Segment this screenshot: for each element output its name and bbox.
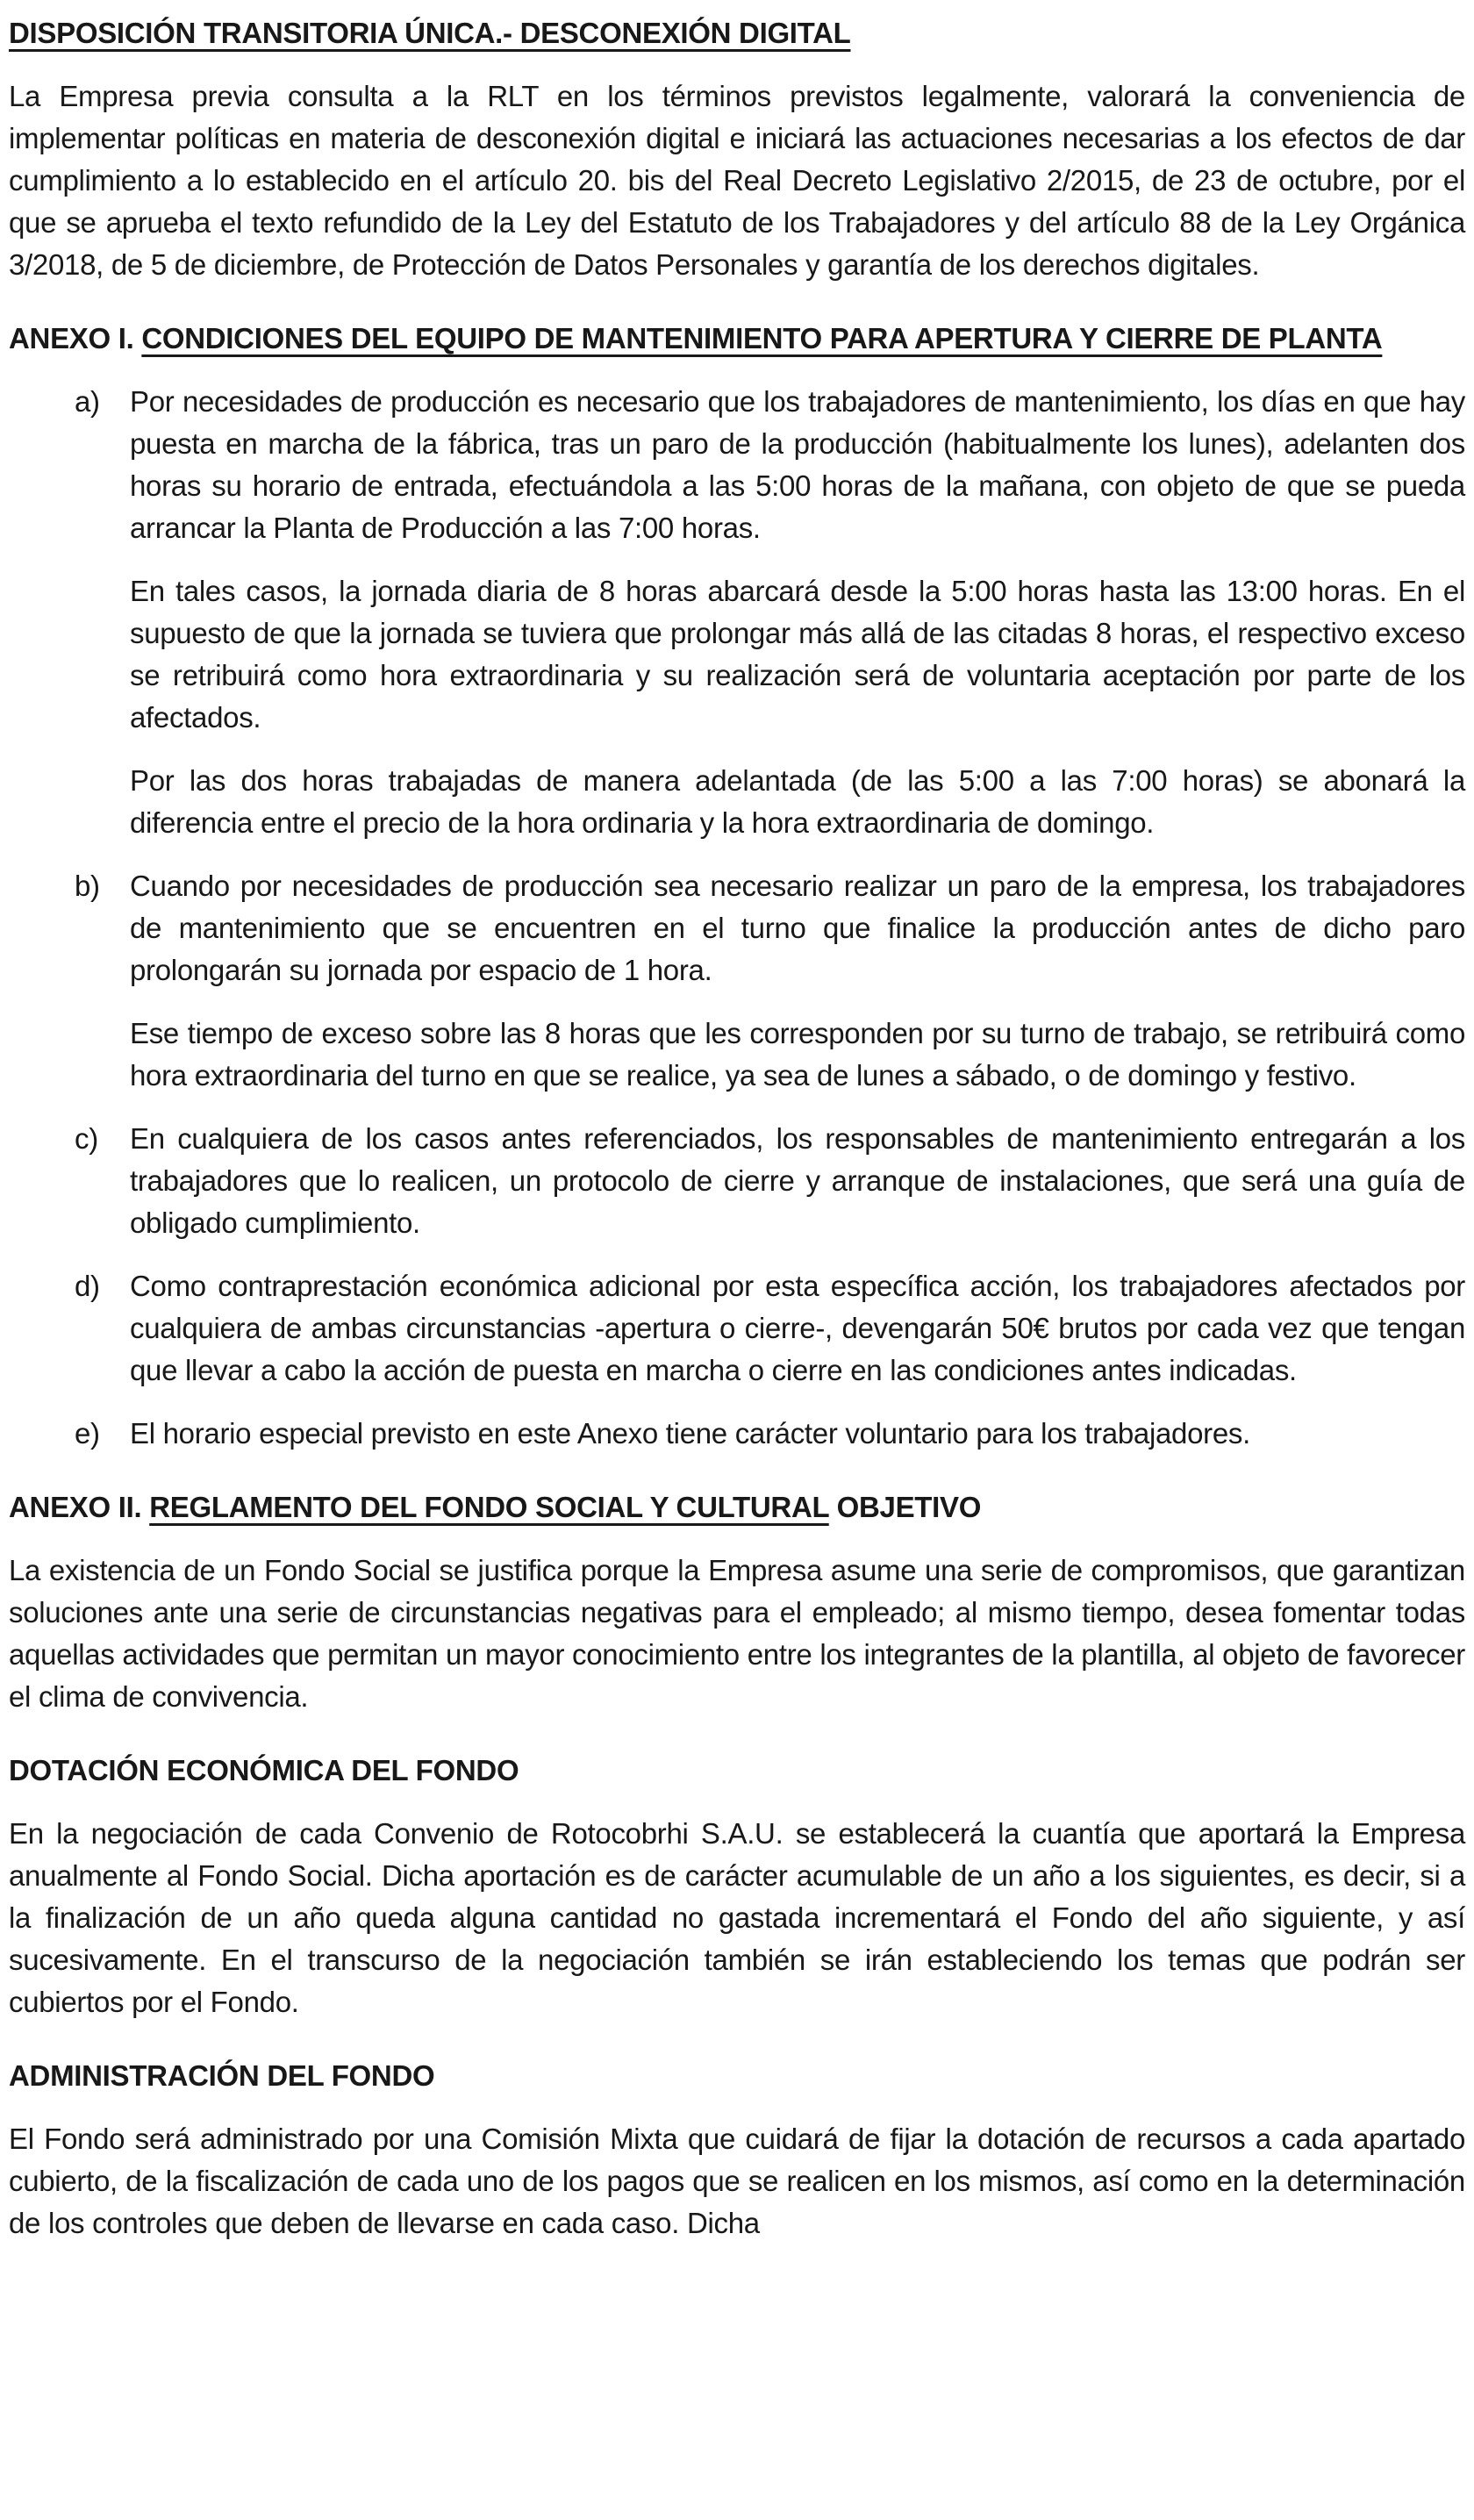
- heading-anexo-1-underlined: CONDICIONES DEL EQUIPO DE MANTENIMIENTO PARA APERTURA Y CIERRE DE PLANTA: [141, 322, 1383, 354]
- list-marker-b: b): [75, 870, 100, 902]
- heading-anexo-1: [9, 318, 1465, 360]
- list-item-b: [9, 865, 1465, 1097]
- list-item-d: [9, 1265, 1465, 1392]
- list-item-e-paragraph-1: El horario especial previsto en este Anexo tiene carácter voluntario para los trabajadores.: [130, 1417, 1250, 1450]
- list-marker-a: a): [75, 385, 100, 418]
- heading-dotacion-economica: DOTACIÓN ECONÓMICA DEL FONDO: [9, 1754, 519, 1786]
- list-item-a-body: [130, 381, 1465, 844]
- list-item-c-paragraph-1: En cualquiera de los casos antes referenciados, los responsables de mantenimiento entregarán a los trabajadores que lo realicen, un protocolo de cierre y arranque de instalaciones, que será una guía de obligado cumplimiento.: [130, 1122, 1465, 1239]
- list-marker-e: e): [75, 1417, 100, 1450]
- paragraph-dotacion-economica: En la negociación de cada Convenio de Rotocobrhi S.A.U. se establecerá la cuantía que aportará la Empresa anualmente al Fondo Social. Dicha aportación es de carácter acumulable de un año a los siguientes, es decir, si a la finalización de un año queda alguna cantidad no gastada incrementará el Fondo del año siguiente, y así sucesivamente. En el transcurso de la negociación también se irán estableciendo los temas que podrán ser cubiertos por el Fondo.: [9, 1817, 1465, 2018]
- list-marker-c: c): [75, 1122, 98, 1155]
- paragraph-administracion-fondo: El Fondo será administrado por una Comisión Mixta que cuidará de fijar la dotación de recursos a cada apartado cubierto, de la fiscalización de cada uno de los pagos que se realicen en los mismos, así como en la determinación de los controles que deben de llevarse en cada caso. Dicha: [9, 2123, 1465, 2239]
- heading-anexo-2: [9, 1486, 1465, 1528]
- list-item-e: [9, 1413, 1465, 1455]
- list-item-c-body: [130, 1118, 1465, 1244]
- heading-anexo-1-prefix: ANEXO I.: [9, 322, 134, 354]
- paragraph-anexo-2-objetivo: La existencia de un Fondo Social se justifica porque la Empresa asume una serie de compromisos, que garantizan soluciones ante una serie de circunstancias negativas para el empleado; al mismo tiempo, desea fomentar todas aquellas actividades que permitan un mayor conocimiento entre los integrantes de la plantilla, al objeto de favorecer el clima de convivencia.: [9, 1554, 1465, 1713]
- list-item-d-body: [130, 1265, 1465, 1392]
- list-item-b-paragraph-2: Ese tiempo de exceso sobre las 8 horas que les corresponden por su turno de trabajo, se retribuirá como hora extraordinaria del turno en que se realice, ya sea de lunes a sábado, o de domingo y festivo.: [130, 1017, 1465, 1092]
- list-item-a-paragraph-2: En tales casos, la jornada diaria de 8 horas abarcará desde la 5:00 horas hasta las 13:00 horas. En el supuesto de que la jornada se tuviera que prolongar más allá de las citadas 8 horas, el respectivo exceso se retribuirá como hora extraordinaria y su realización será de voluntaria aceptación por parte de los afectados.: [130, 575, 1465, 734]
- list-item-a-paragraph-1: Por necesidades de producción es necesario que los trabajadores de mantenimiento, los días en que hay puesta en marcha de la fábrica, tras un paro de la producción (habitualmente los lunes), adelanten dos horas su horario de entrada, efectuándola a las 5:00 horas de la mañana, con objeto de que se pueda arrancar la Planta de Producción a las 7:00 horas.: [130, 385, 1465, 544]
- list-item-a: [9, 381, 1465, 844]
- list-item-a-paragraph-3: Por las dos horas trabajadas de manera adelantada (de las 5:00 a las 7:00 horas) se abonará la diferencia entre el precio de la hora ordinaria y la hora extraordinaria de domingo.: [130, 764, 1465, 839]
- heading-disposicion-transitoria-text: DISPOSICIÓN TRANSITORIA ÚNICA.- DESCONEXIÓN DIGITAL: [9, 17, 851, 49]
- heading-anexo-2-underlined: REGLAMENTO DEL FONDO SOCIAL Y CULTURAL: [149, 1491, 829, 1523]
- list-item-c: [9, 1118, 1465, 1244]
- heading-anexo-2-suffix: OBJETIVO: [836, 1491, 982, 1523]
- list-item-d-paragraph-1: Como contraprestación económica adicional por esta específica acción, los trabajadores afectados por cualquiera de ambas circunstancias -apertura o cierre-, devengarán 50€ brutos por cada vez que tengan que llevar a cabo la acción de puesta en marcha o cierre en las condiciones antes indicadas.: [130, 1270, 1465, 1386]
- list-item-b-paragraph-1: Cuando por necesidades de producción sea necesario realizar un paro de la empresa, los trabajadores de mantenimiento que se encuentren en el turno que finalice la producción antes de dicho paro prolongarán su jornada por espacio de 1 hora.: [130, 870, 1465, 986]
- anexo-1-list: [9, 381, 1465, 1455]
- heading-administracion-fondo: ADMINISTRACIÓN DEL FONDO: [9, 2059, 435, 2092]
- list-item-b-body: [130, 865, 1465, 1097]
- heading-anexo-2-prefix: ANEXO II.: [9, 1491, 142, 1523]
- paragraph-disposicion: La Empresa previa consulta a la RLT en los términos previstos legalmente, valorará la conveniencia de implementar políticas en materia de desconexión digital e iniciará las actuaciones necesarias a los efectos de dar cumplimiento a lo establecido en el artículo 20. bis del Real Decreto Legislativo 2/2015, de 23 de octubre, por el que se aprueba el texto refundido de la Ley del Estatuto de los Trabajadores y del artículo 88 de la Ley Orgánica 3/2018, de 5 de diciembre, de Protección de Datos Personales y garantía de los derechos digitales.: [9, 80, 1465, 281]
- list-marker-d: d): [75, 1270, 100, 1302]
- list-item-e-body: [130, 1413, 1465, 1455]
- heading-disposicion-transitoria: [9, 12, 1465, 54]
